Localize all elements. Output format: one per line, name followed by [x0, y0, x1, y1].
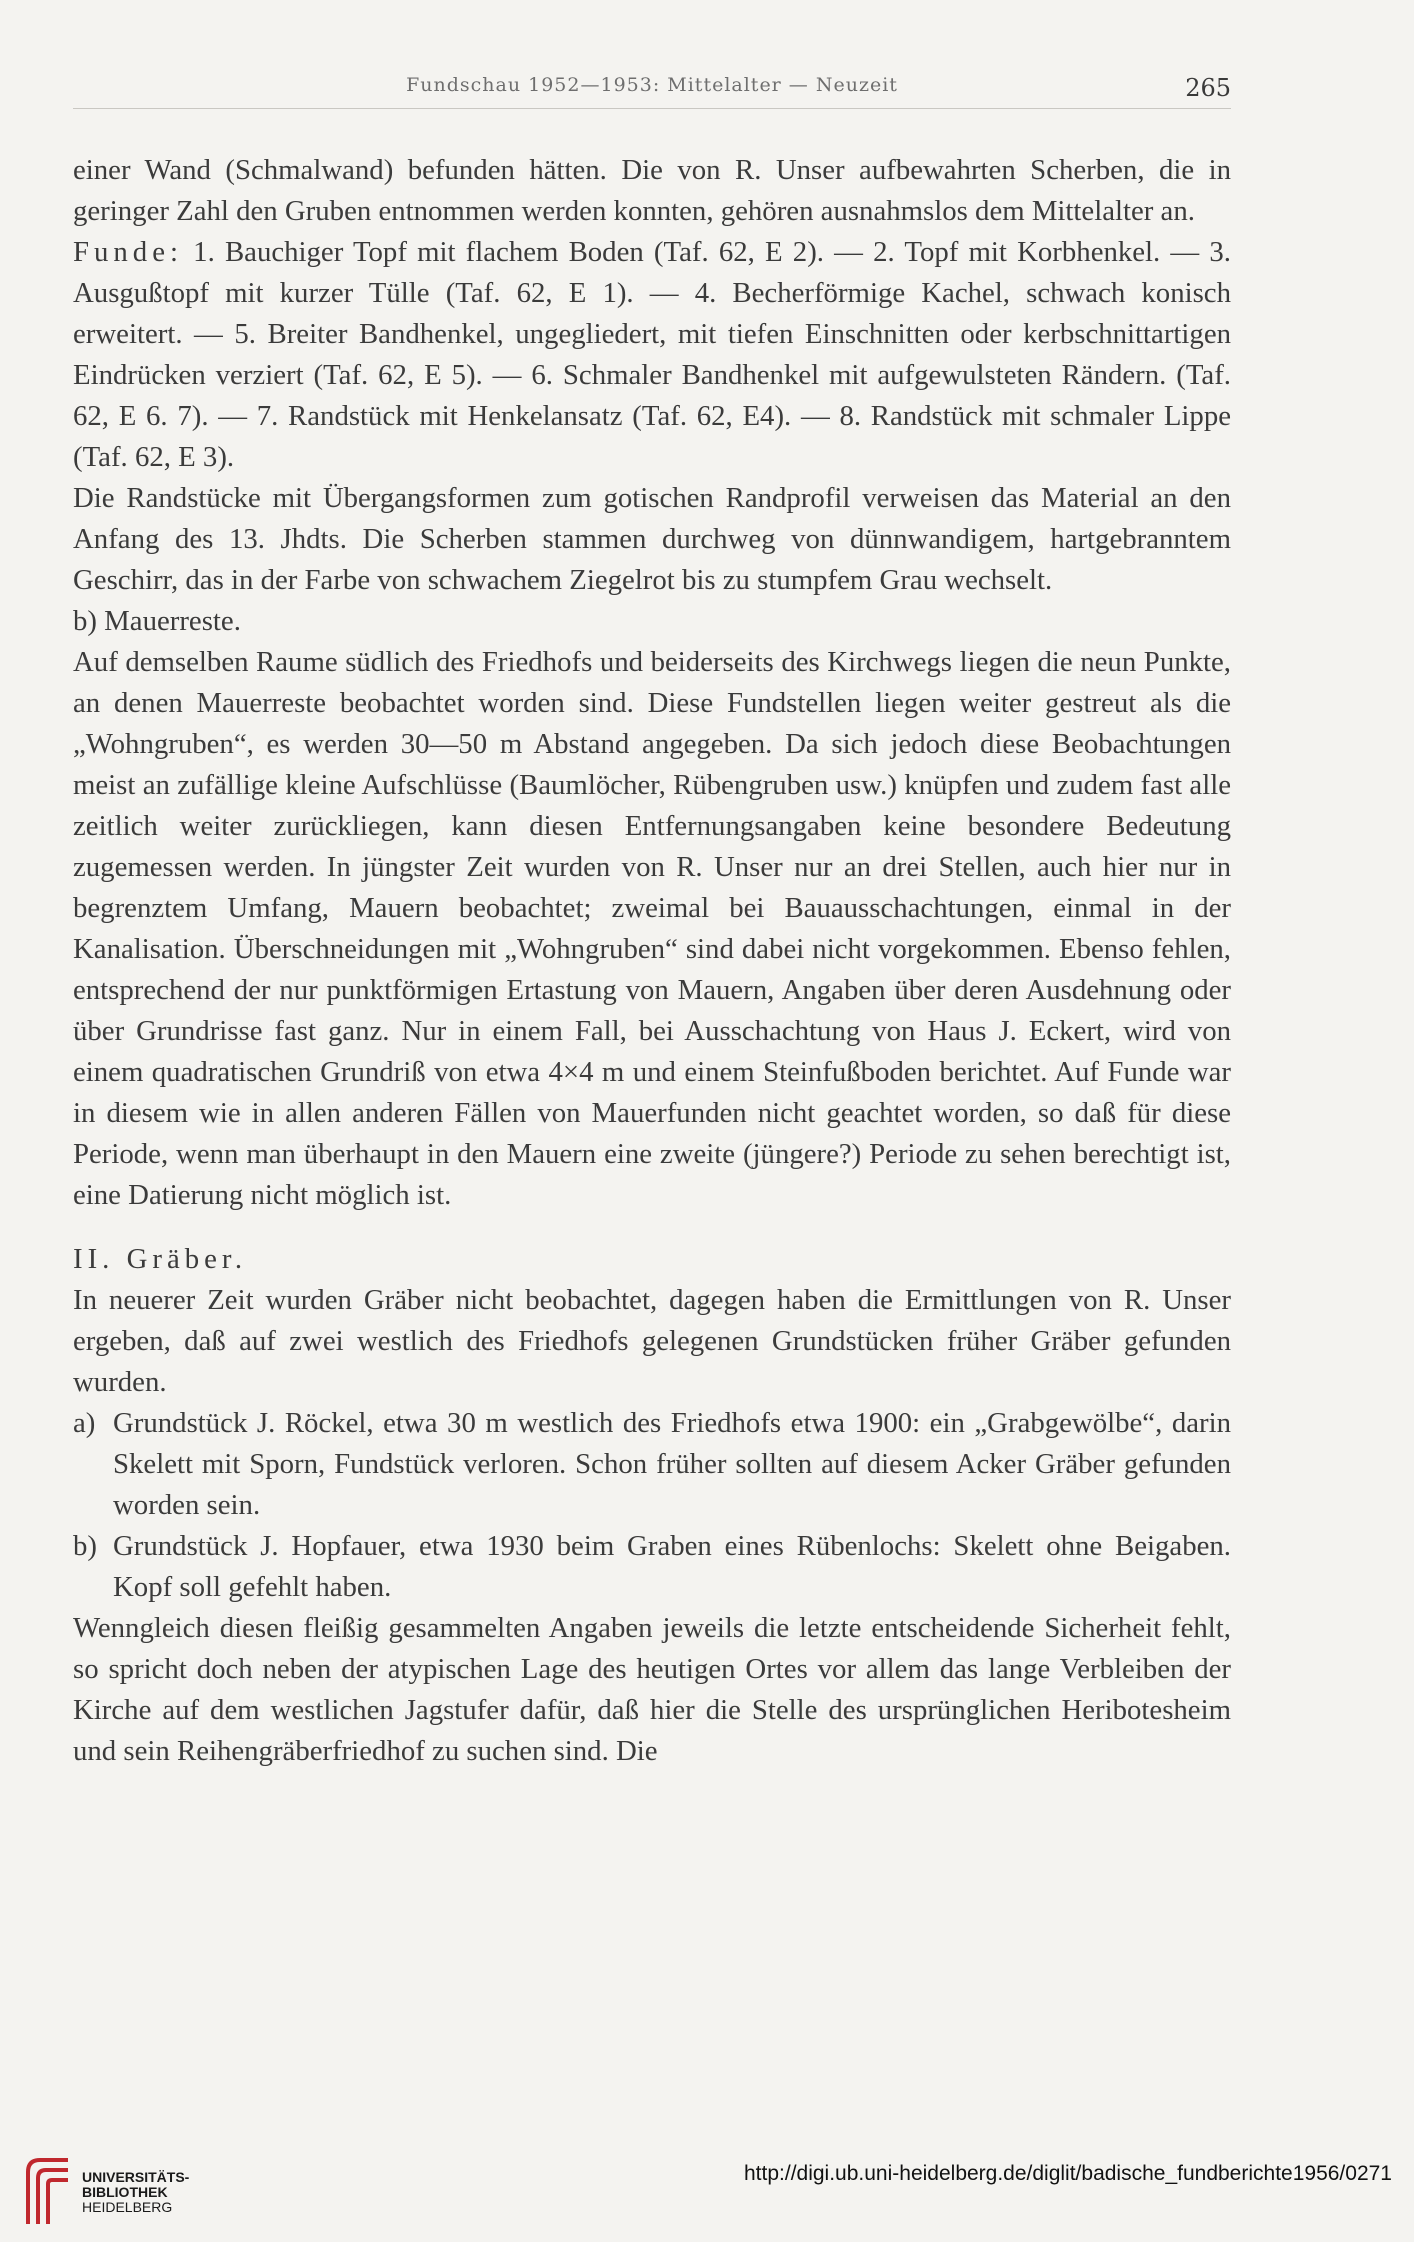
library-name-line: UNIVERSITÄTS- — [82, 2169, 190, 2185]
library-name-line: BIBLIOTHEK — [82, 2184, 168, 2200]
digitization-footer — [0, 2142, 1414, 2242]
finds-paragraph — [73, 232, 1231, 478]
spacer — [73, 1216, 1231, 1239]
paragraph: In neuerer Zeit wurden Gräber nicht beobachtet, dagegen haben die Ermittlungen von R. Unser ergeben, daß auf zwei westlich des Friedhofs gelegenen Grundstücken früher Gräber gefunden wurden. — [73, 1284, 1231, 1398]
subsection-heading: b) Mauerreste. — [73, 605, 241, 637]
finds-text: 1. Bauchiger Topf mit flachem Boden (Taf. 62, E 2). — 2. Topf mit Korbhenkel. — 3. Ausgußtopf mit kurzer Tülle (Taf. 62, E 1). — 4. Becherförmige Kachel, schwach konisch erweitert. — 5. Breiter Bandhenkel, ungegliedert, mit tiefen Einschnitten oder kerbschnittartigen Eindrücken verziert (Taf. 62, E 5). — 6. Schmaler Bandhenkel mit aufgewulsteten Rändern. (Taf. 62, E 6. 7). — 7. Randstück mit Henkelansatz (Taf. 62, E4). — 8. Randstück mit schmaler Lippe (Taf. 62, E 3). — [73, 236, 1231, 473]
list-item-text: Grundstück J. Hopfauer, etwa 1930 beim Graben eines Rübenlochs: Skelett ohne Beigaben. Kopf soll gefehlt haben. — [113, 1530, 1231, 1603]
list-marker: a) — [73, 1407, 96, 1439]
list-item — [73, 1526, 1231, 1608]
article-body — [73, 150, 1231, 1772]
list-marker: b) — [73, 1530, 97, 1562]
university-library-logo-icon — [18, 2154, 78, 2230]
page-header — [73, 68, 1231, 109]
paragraph: Die Randstücke mit Übergangsformen zum gotischen Randprofil verweisen das Material an den Anfang des 13. Jhdts. Die Scherben stammen durchweg von dünnwandigem, hartgebranntem Geschirr, das in der Farbe von schwachem Ziegelrot bis zu stumpfem Grau wechselt. — [73, 482, 1231, 596]
paragraph: Wenngleich diesen fleißig gesammelten Angaben jeweils die letzte entscheidende Sicherheit fehlt, so spricht doch neben der atypischen Lage des heutigen Ortes vor allem das lange Verbleiben der Kirche auf dem westlichen Jagstufer dafür, daß hier die Stelle des ursprünglichen Heribotesheim und sein Reihengräberfriedhof zu suchen sind. Die — [73, 1612, 1231, 1767]
page-number: 265 — [1185, 74, 1231, 102]
paragraph: einer Wand (Schmalwand) befunden hätten. Die von R. Unser aufbewahrten Scherben, die in geringer Zahl den Gruben entnommen werden konnten, gehören ausnahmslos dem Mittelalter an. — [73, 154, 1231, 227]
running-title: Fundschau 1952—1953: Mittelalter — Neuzeit — [406, 74, 898, 96]
permalink-url[interactable]: http://digi.ub.uni-heidelberg.de/diglit/badische_fundberichte1956/0271 — [744, 2162, 1392, 2185]
library-name — [82, 2170, 189, 2215]
library-name-line: HEIDELBERG — [82, 2199, 173, 2215]
paragraph: Auf demselben Raume südlich des Friedhofs und beiderseits des Kirchwegs liegen die neun Punkte, an denen Mauerreste beobachtet worden sind. Diese Fundstellen liegen weiter gestreut als die „Wohngruben“, es werden 30—50 m Abstand angegeben. Da sich jedoch diese Beobachtungen meist an zufällige kleine Aufschlüsse (Baumlöcher, Rübengruben usw.) knüpfen und zudem fast alle zeitlich weiter zurückliegen, kann diesen Entfernungsangaben keine besondere Bedeutung zugemessen werden. In jüngster Zeit wurden von R. Unser nur an drei Stellen, auch hier nur in begrenztem Umfang, Mauern beobachtet; zweimal bei Bauausschachtungen, einmal in der Kanalisation. Überschneidungen mit „Wohngruben“ sind dabei nicht vorgekommen. Ebenso fehlen, entsprechend der nur punktförmigen Ertastung von Mauern, Angaben über deren Ausdehnung oder über Grundrisse fast ganz. Nur in einem Fall, bei Ausschachtung von Haus J. Eckert, wird von einem quadratischen Grundriß von etwa 4×4 m und einem Steinfußboden berichtet. Auf Funde war in diesem wie in allen anderen Fällen von Mauerfunden nicht geachtet worden, so daß für diese Periode, wenn man überhaupt in den Mauern eine zweite (jüngere?) Periode zu sehen berechtigt ist, eine Datierung nicht möglich ist. — [73, 646, 1231, 1211]
list-item-text: Grundstück J. Röckel, etwa 30 m westlich des Friedhofs etwa 1900: ein „Grabgewölbe“, darin Skelett mit Sporn, Fundstück verloren. Schon früher sollten auf diesem Acker Gräber gefunden worden sein. — [113, 1407, 1231, 1521]
finds-label: Funde: — [73, 236, 183, 268]
section-heading: II. Gräber. — [73, 1243, 248, 1275]
list-item — [73, 1403, 1231, 1526]
